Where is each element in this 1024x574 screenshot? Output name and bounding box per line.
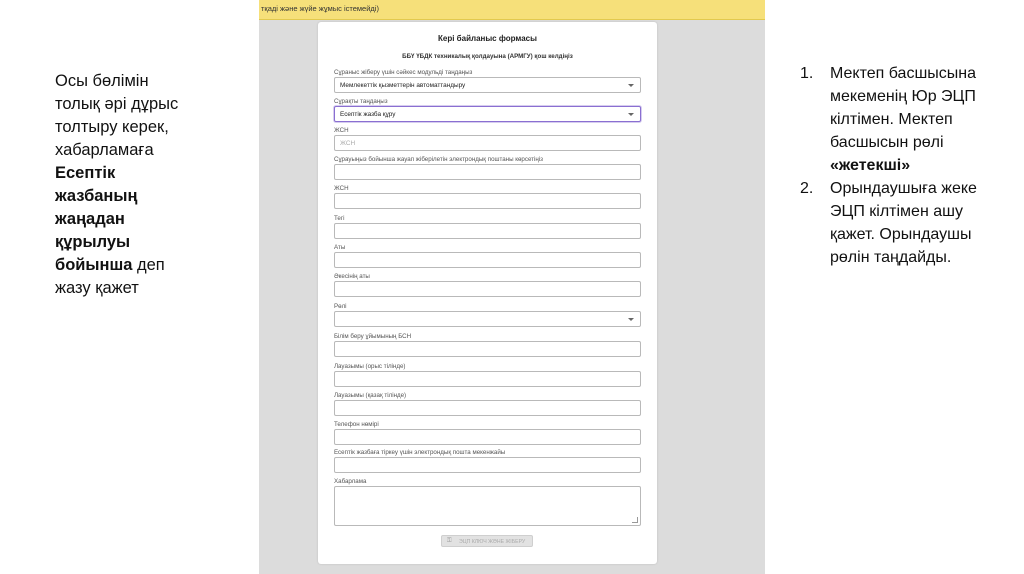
position-ru-label: Лауазымы (орыс тілінде)	[334, 363, 406, 370]
left-note-line: толтыру керек,	[55, 118, 169, 136]
phone-label: Телефон нөмірі	[334, 421, 379, 428]
name-input[interactable]	[334, 252, 641, 268]
message-label: Хабарлама	[334, 478, 367, 485]
iin-label: ЖСН	[334, 127, 349, 134]
instruction-number: 2.	[800, 180, 814, 197]
left-note-line: Осы бөлімін	[55, 72, 149, 90]
feedback-form	[318, 22, 657, 564]
sign-and-send-button[interactable]	[441, 535, 533, 547]
embedded-screenshot	[259, 0, 765, 574]
account-email-input[interactable]	[334, 457, 641, 473]
instruction-item	[798, 62, 1008, 177]
notice-bar	[259, 0, 765, 20]
question-label: Сұрақты таңдаңыз	[334, 98, 388, 105]
key-icon: ⚿	[447, 538, 452, 544]
left-note-line: хабарламаға	[55, 141, 154, 159]
position-kz-label: Лауазымы (қазақ тілінде)	[334, 392, 407, 399]
left-note-tail: деп	[132, 256, 165, 274]
module-select[interactable]	[334, 77, 641, 93]
iin-input-2[interactable]	[334, 193, 641, 209]
school-bin-input[interactable]	[334, 341, 641, 357]
role-select[interactable]	[334, 311, 641, 327]
left-note-bold: бойынша	[55, 256, 133, 274]
instruction-text: Орындаушыға жеке ЭЦП кілтімен ашу қажет. Орындаушы рөлін таңдайды.	[830, 180, 977, 266]
left-note-bold: Есептік	[55, 164, 116, 182]
instruction-text: Мектеп басшысына мекеменің Юр ЭЦП кілтімен. Мектеп басшысын рөлі	[830, 65, 977, 151]
position-kz-input[interactable]	[334, 400, 641, 416]
phone-input[interactable]	[334, 429, 641, 445]
name-label: Аты	[334, 244, 346, 251]
patronymic-input[interactable]	[334, 281, 641, 297]
iin-input[interactable]	[334, 135, 641, 151]
question-select-value: Есептік жазба құру	[340, 111, 396, 118]
chevron-down-icon	[628, 318, 634, 321]
chevron-down-icon	[628, 113, 634, 116]
instruction-item	[798, 177, 1008, 269]
left-note-bold: жаңадан	[55, 210, 125, 228]
left-note-bold: құрылуы	[55, 233, 131, 251]
resize-grip-icon[interactable]	[632, 517, 638, 523]
surname-input[interactable]	[334, 223, 641, 239]
module-label: Сұраныс жіберу үшін сәйкес модульді таңдаңыз	[334, 69, 473, 76]
iin-placeholder: ЖСН	[340, 140, 356, 147]
school-bin-label: Білім беру ұйымының БСН	[334, 333, 412, 340]
right-annotation	[798, 62, 1008, 269]
question-select[interactable]	[334, 106, 641, 122]
patronymic-label: Әкесінің аты	[334, 273, 370, 280]
account-email-label: Есептік жазбаға тіркеу үшін электрондық пошта мекенжайы	[334, 449, 506, 456]
send-button-label: ЭЦП КЛЮЧ ЖӘНЕ ЖІБЕРУ	[459, 539, 526, 545]
left-note-bold: жазбаның	[55, 187, 138, 205]
left-note-line: толық әрі дұрыс	[55, 95, 179, 113]
role-label: Рөлі	[334, 303, 347, 310]
message-textarea[interactable]	[334, 486, 641, 526]
instruction-bold: «жетекші»	[830, 157, 911, 174]
notice-text: тқаді және жүйе жұмыс істемейді)	[261, 4, 379, 13]
form-title: Кері байланыс формасы	[438, 34, 537, 43]
left-note-line: жазу қажет	[55, 279, 139, 297]
reply-email-label: Сұрауыңыз бойынша жауап жіберілетін электрондық поштаны көрсетіңіз	[334, 156, 544, 163]
iin-label-2: ЖСН	[334, 185, 349, 192]
form-subtitle: ББҮ ҮБДК техникалық қолдауына (АРМГУ) қош келдіңіз	[402, 53, 573, 60]
reply-email-input[interactable]	[334, 164, 641, 180]
position-ru-input[interactable]	[334, 371, 641, 387]
surname-label: Тегі	[334, 215, 345, 222]
module-select-value: Мемлекеттік қызметтерін автоматтандыру	[340, 82, 466, 89]
instruction-number: 1.	[800, 65, 814, 82]
chevron-down-icon	[628, 84, 634, 87]
left-annotation	[55, 70, 245, 300]
